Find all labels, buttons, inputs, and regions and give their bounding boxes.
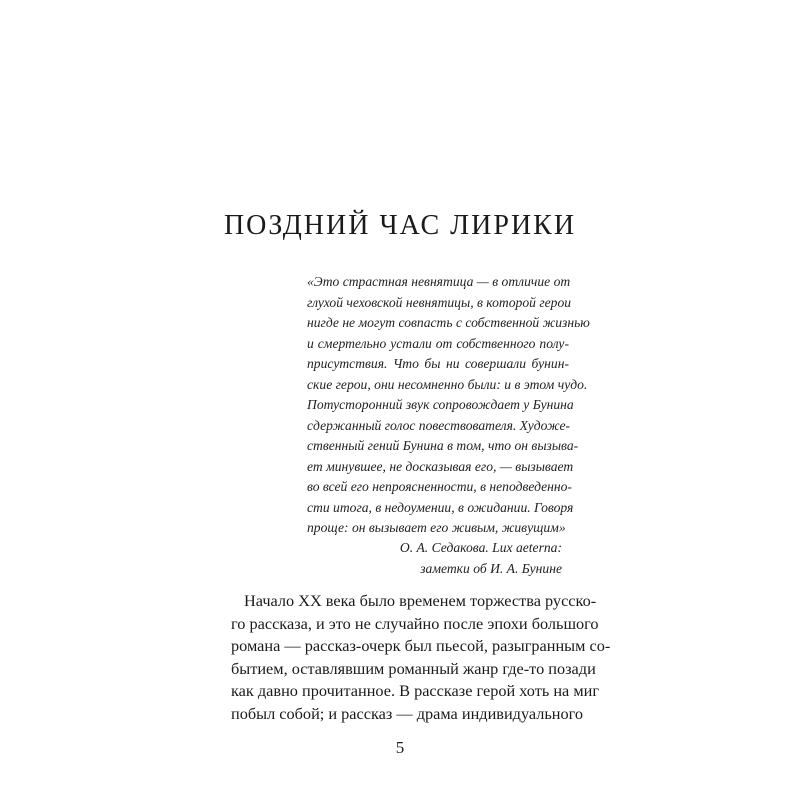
epigraph-line: глухой чеховской невнятицы, в которой герои	[307, 294, 572, 310]
page-number: 5	[395, 738, 405, 757]
body-line: романа — рассказ-очерк был пьесой, разыгранным со-	[231, 636, 611, 655]
body-line: Начало XX века было временем торжества русско-	[244, 591, 597, 610]
epigraph-line: присутствия. Что бы ни совершали бунин-	[307, 356, 569, 371]
epigraph-line: во всей его непроясненности, в неподведенно-	[307, 479, 572, 494]
epigraph-line: ские герои, они несомненно были: и в этом чудо.	[307, 376, 588, 392]
epigraph-quote	[307, 272, 590, 539]
epigraph-line: ственный гений Бунина в том, что он вызыва-	[307, 438, 579, 453]
epigraph-line: и смертельно устали от собственного полу-	[307, 335, 569, 351]
chapter-title: ПОЗДНИЙ ЧАС ЛИРИКИ	[223, 210, 577, 241]
epigraph-line: Потусторонний звук сопровождает у Бунина	[307, 397, 574, 412]
epigraph-line: сти итога, в недоумении, в ожидании. Говоря	[307, 499, 574, 515]
epigraph-attribution	[400, 538, 562, 579]
epigraph-line: проще: он вызывает его живым, живущим»	[307, 520, 566, 535]
body-line: как давно прочитанное. В рассказе герой хоть на миг	[231, 681, 600, 700]
body-line: го рассказа, и это не случайно после эпохи большого	[231, 613, 599, 633]
body-line: бытием, оставлявшим романный жанр где-то позади	[231, 658, 596, 678]
attribution-author: О. А. Седакова. Lux aeterna:	[399, 540, 562, 555]
epigraph-line: ет минувшее, не досказывая его, — вызывает	[307, 458, 574, 474]
body-line: побыл собой; и рассказ — драма индивидуального	[231, 703, 584, 723]
body-paragraph	[231, 590, 611, 725]
attribution-source: заметки об И. А. Бунине	[420, 560, 562, 576]
epigraph-line: нигде не могут совпасть с собственной жизнью	[307, 315, 590, 330]
epigraph-line: сдержанный голос повествователя. Художе-	[307, 417, 571, 433]
epigraph-line: «Это страстная невнятица — в отличие от	[307, 274, 571, 289]
